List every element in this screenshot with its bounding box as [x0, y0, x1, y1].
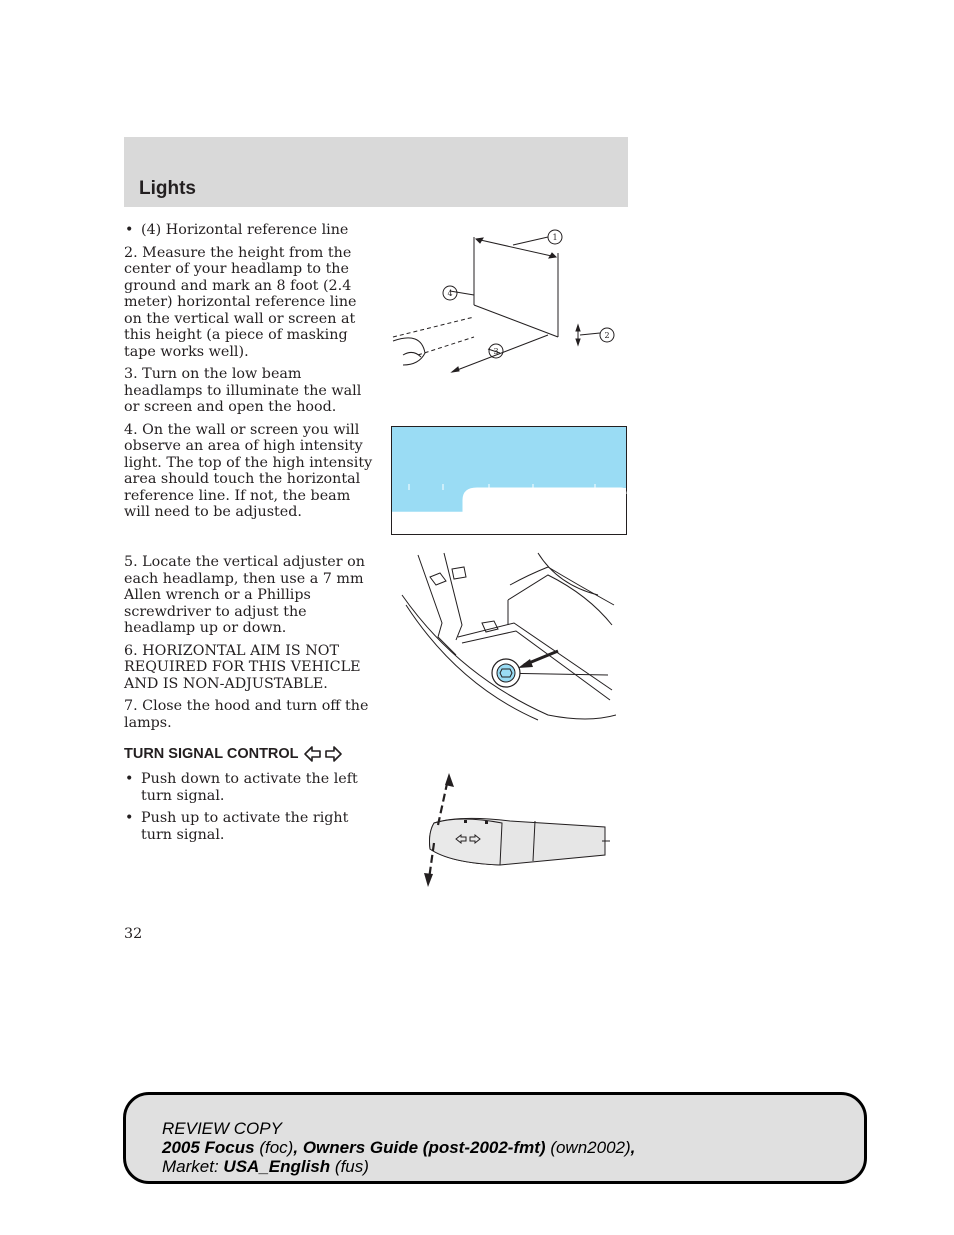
steps-block-2 [124, 554, 374, 731]
section-header [124, 137, 628, 207]
step-6: 6. HORIZONTAL AIM IS NOT REQUIRED FOR THIS VEHICLE AND IS NON-ADJUSTABLE. [124, 642, 361, 692]
footer-guide-code: (own2002) [550, 1138, 631, 1157]
page-number: 32 [124, 926, 143, 942]
bullet-icon: • [125, 222, 134, 238]
bullet-icon: • [125, 810, 134, 826]
callout-4: 4 [447, 289, 453, 298]
footer-text: REVIEW COPY 2005 Focus (foc), Owners Guide (post-2002-fmt) (own2002), Market: USA_English (fus) [162, 1119, 636, 1176]
headlamp-aim-diagram [388, 225, 628, 385]
turn-signal-lever-figure [420, 773, 610, 891]
step-4: 4. On the wall or screen you will observe an area of high intensity light. The top of the high intensity area should touch the horizontal reference line. If not, the beam will need to be adjusted. [124, 421, 373, 520]
beam-pattern-figure [391, 426, 627, 535]
bullet-icon: • [125, 771, 134, 787]
callout-1: 1 [552, 233, 558, 242]
step-5: 5. Locate the vertical adjuster on each headlamp, then use a 7 mm Allen wrench or a Phillips screwdriver to adjust the headlamp up or down. [124, 554, 365, 636]
footer-market-code: (fus) [334, 1157, 369, 1176]
footer-market-label: Market: [162, 1157, 219, 1176]
review-footer [123, 1092, 867, 1184]
step-7: 7. Close the hood and turn off the lamps. [124, 698, 369, 731]
list-item: • (4) Horizontal reference line [125, 222, 349, 238]
footer-market: USA_English [223, 1157, 331, 1176]
step-3: 3. Turn on the low beam headlamps to illuminate the wall or screen and open the hood. [124, 366, 362, 415]
footer-guide: Owners Guide (post-2002-fmt) [302, 1138, 546, 1157]
review-copy-label: REVIEW COPY [162, 1119, 282, 1138]
turn-signal-arrows-icon [303, 745, 343, 763]
list-item: • Push down to activate the left turn signal. [125, 771, 358, 804]
footer-model-code: (foc) [259, 1138, 294, 1157]
turn-signal-list [124, 771, 374, 843]
steps-block-1 [124, 222, 374, 521]
turn-signal-heading: TURN SIGNAL CONTROL [124, 745, 343, 763]
vertical-adjuster-figure [398, 545, 616, 723]
list-item: • Push up to activate the right turn signal. [125, 810, 349, 843]
section-title: Lights [139, 178, 196, 199]
step-2: 2. Measure the height from the center of your headlamp to the ground and mark an 8 foot (2.4 meter) horizontal reference line on the vertical wall or screen at this height (a piece of masking tape works well). [124, 244, 357, 360]
callout-3: 3 [493, 347, 499, 356]
callout-2: 2 [604, 331, 610, 340]
footer-model: 2005 Focus [162, 1138, 255, 1157]
